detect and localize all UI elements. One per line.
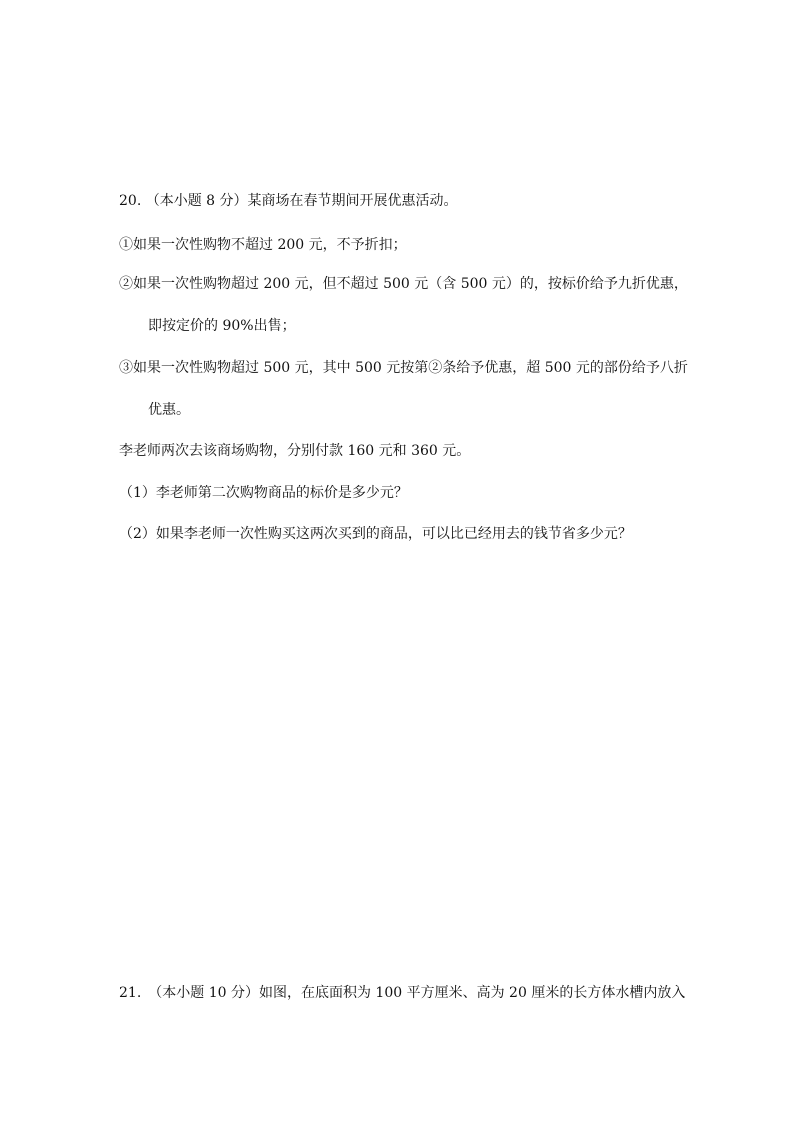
problem-20-rule-2-line-2: 即按定价的 90%出售； <box>148 318 296 334</box>
problem-20-question-1: （1）李老师第二次购物商品的标价是多少元？ <box>119 485 408 501</box>
problem-20-rule-2-line-1: ②如果一次性购物超过 200 元，但不超过 500 元（含 500 元）的，按标价给予九折优惠， <box>119 276 688 292</box>
problem-21-header: 21. （本小题 10 分）如图，在底面积为 100 平方厘米、高为 20 厘米的长方体水槽内放入 <box>119 985 686 1001</box>
problem-20-question-2: （2）如果李老师一次性购买这两次买到的商品，可以比已经用去的钱节省多少元？ <box>119 526 632 542</box>
problem-20-rule-1: ①如果一次性购物不超过 200 元，不予折扣； <box>119 237 407 253</box>
problem-20-rule-3-line-1: ③如果一次性购物超过 500 元，其中 500 元按第②条给予优惠，超 500 元的部份给予八折 <box>119 360 688 376</box>
problem-20-header: 20. （本小题 8 分）某商场在春节期间开展优惠活动。 <box>119 193 458 209</box>
problem-20-rule-3-line-2: 优惠。 <box>148 402 190 418</box>
problem-20-context: 李老师两次去该商场购物，分别付款 160 元和 360 元。 <box>119 443 471 459</box>
